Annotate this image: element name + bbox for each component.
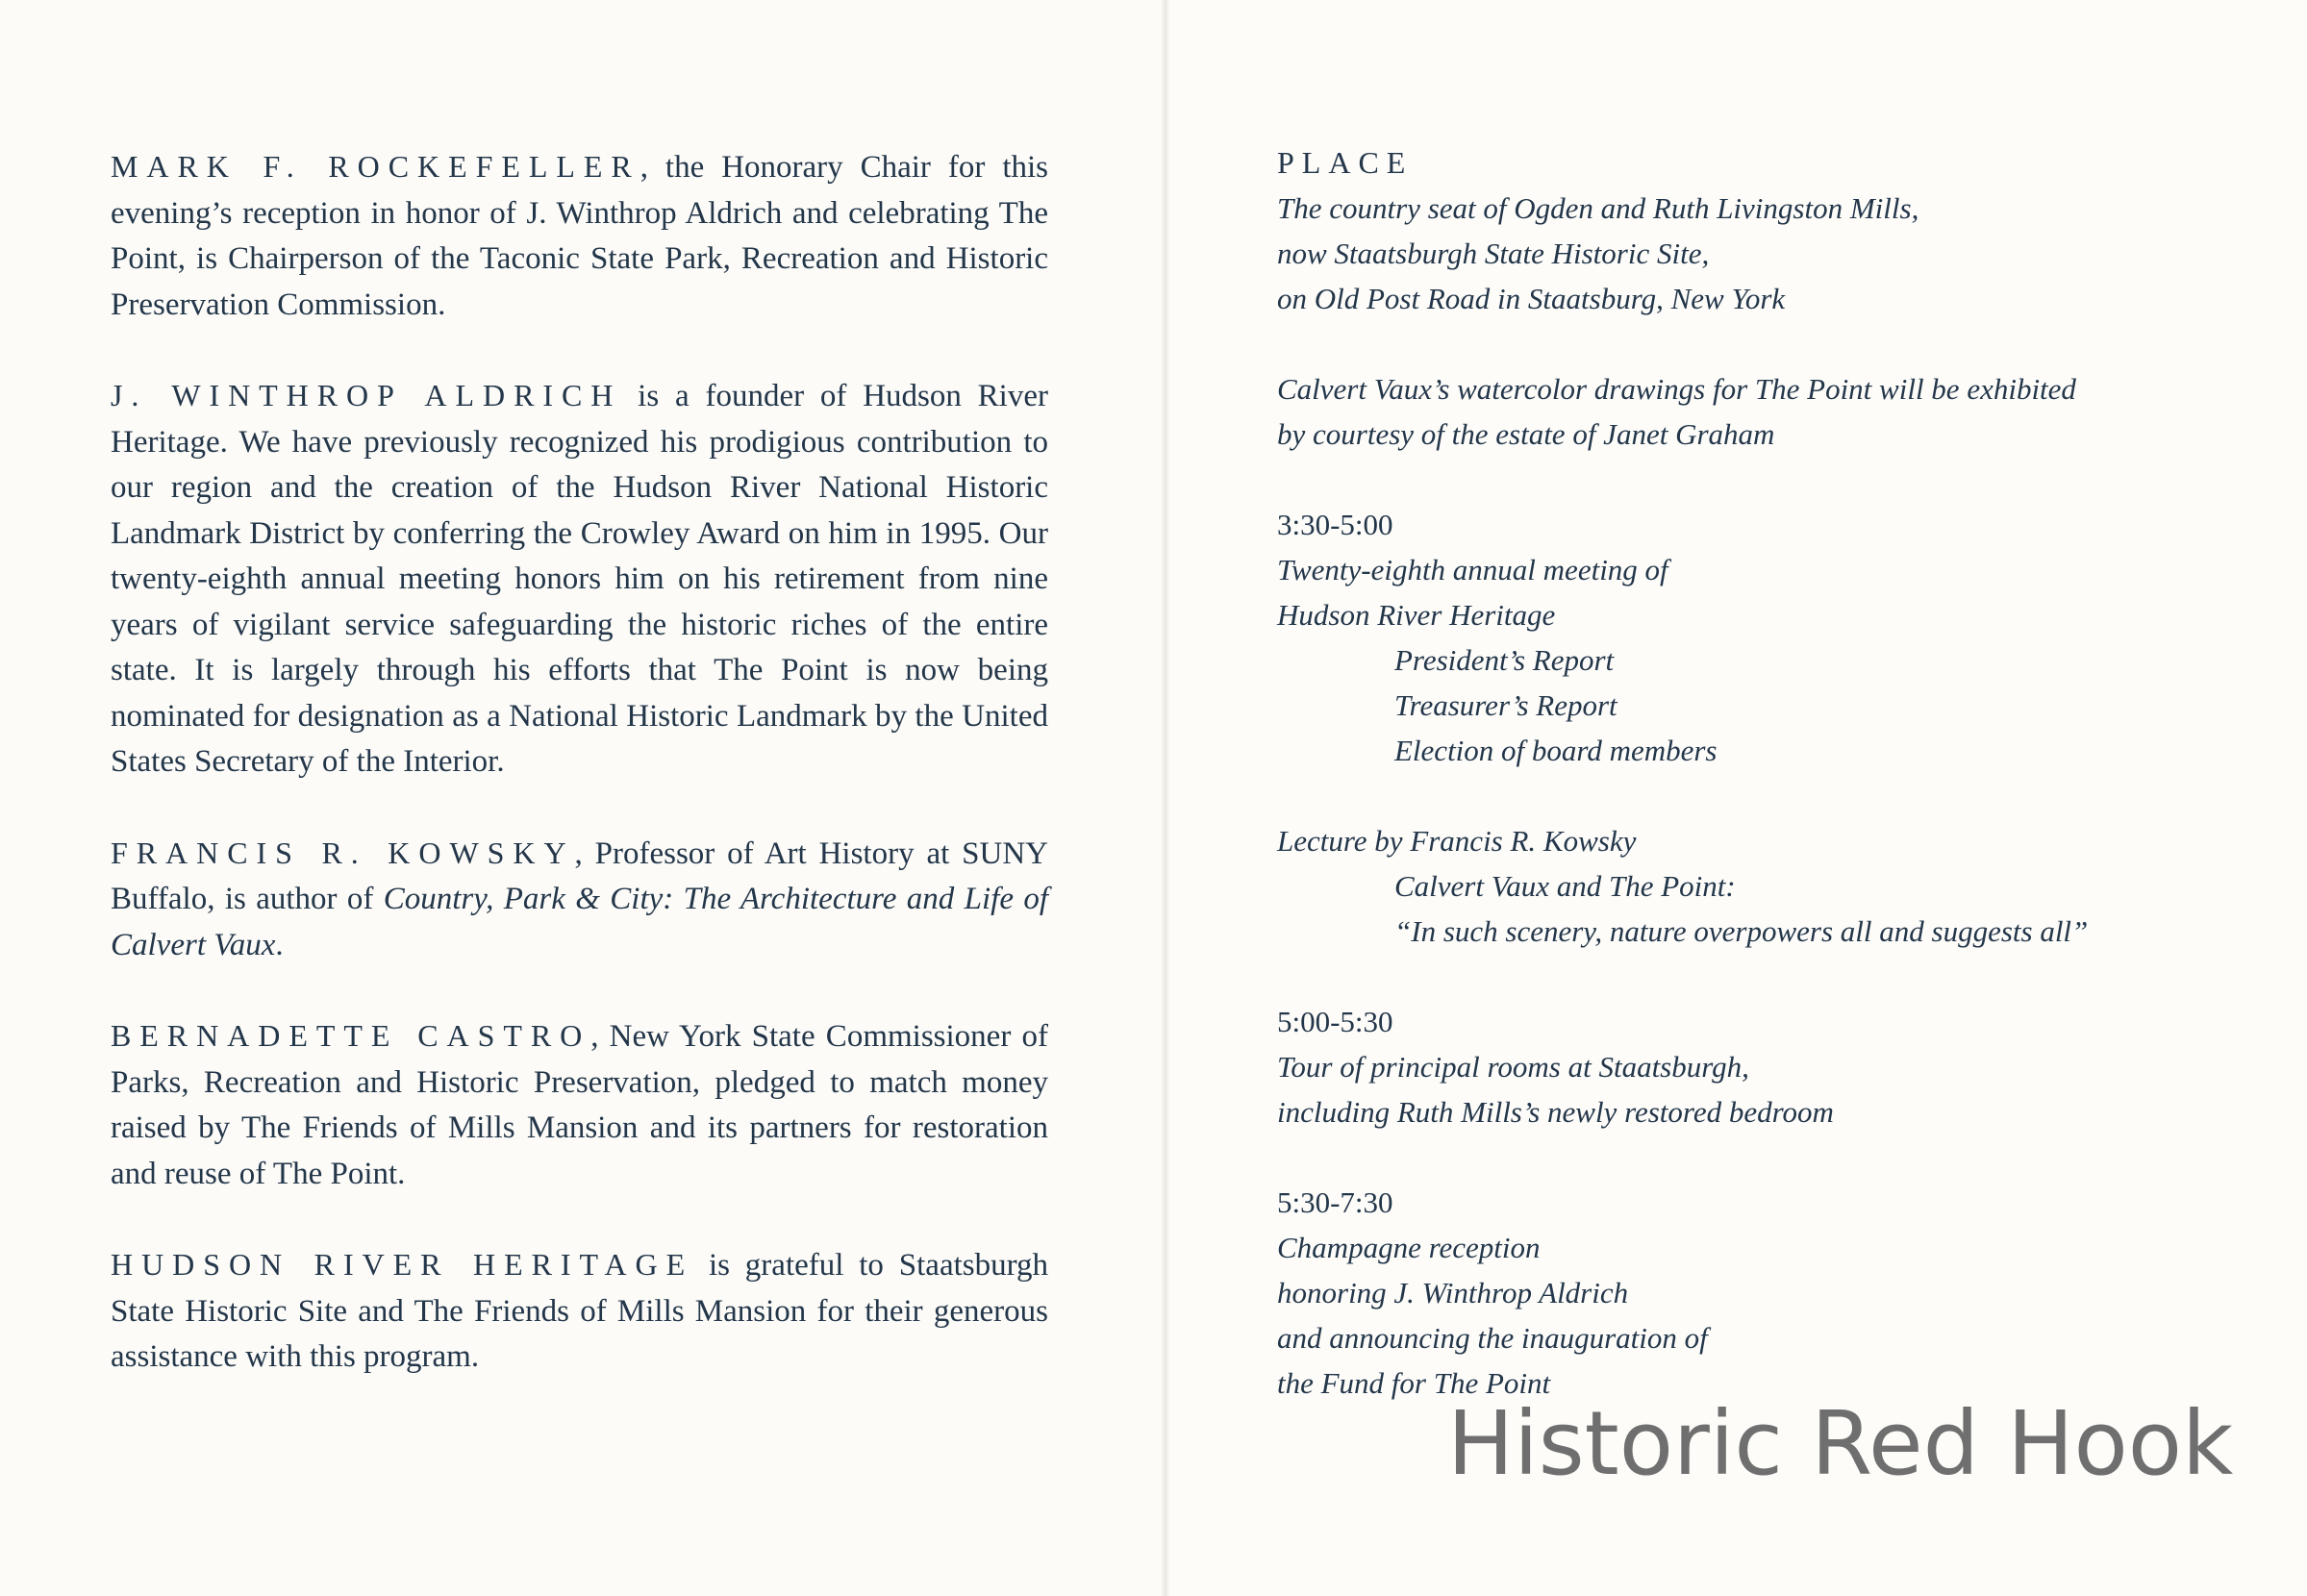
bio-text: , New York State Commissioner of Parks, Recreation and Historic Preservation, pledged to match money raised by The Friends of Mills Mansion and its partners for restoration and reuse of The Point.: [111, 1019, 1048, 1191]
bio-name: BERNADETTE CASTRO: [111, 1018, 591, 1053]
program-column: [1277, 140, 2104, 1406]
schedule-line: the Fund for The Point: [1277, 1366, 1551, 1400]
schedule-time: 5:30-7:30: [1277, 1185, 1393, 1219]
bio-text: , Professor of Art History at SUNY Buffalo, is author of: [111, 835, 1048, 916]
schedule-line: Tour of principal rooms at Staatsburgh,: [1277, 1050, 1749, 1084]
schedule-subitem: President’s Report: [1394, 643, 1615, 677]
bio-text: , the Honorary Chair for this evening’s reception in honor of J. Winthrop Aldrich and celebrating The Point, is Chairperson of the Taconic State Park, Recreation and Historic Preservation Commission.: [111, 150, 1048, 322]
bio-text: is grateful to Staatsburgh State Historic Site and The Friends of Mills Mansion for their generous assistance with this program.: [111, 1248, 1048, 1374]
book-title: Country, Park & City: The Architecture and Life of Calvert Vaux: [111, 882, 1049, 962]
bio-name: HUDSON RIVER HERITAGE: [111, 1247, 694, 1282]
schedule-subitem: Treasurer’s Report: [1394, 688, 1617, 722]
place-line: now Staatsburgh State Historic Site,: [1277, 237, 1710, 270]
bio-aldrich: [111, 373, 1048, 786]
schedule-line: Champagne reception: [1277, 1231, 1541, 1264]
bio-castro: [111, 1013, 1048, 1197]
schedule-line: honoring J. Winthrop Aldrich: [1277, 1276, 1629, 1309]
exhibit-line: by courtesy of the estate of Janet Graham: [1277, 417, 1775, 451]
bio-name: MARK F. ROCKEFELLER: [111, 149, 640, 184]
bio-text: is a founder of Hudson River Heritage. We have previously recognized his prodigious contribution to our region and the creation of the Hudson River National Historic Landmark District by conferring the Crowley Award on him in 1995. Our twenty-eighth annual meeting honors him on his retirement from nine years of vigilant service safeguarding the historic riches of the entire state. It is largely through his efforts that The Point is now being nominated for designation as a National Historic Landmark by the United States Secretary of the Interior.: [111, 379, 1048, 779]
bio-kowsky: [111, 831, 1048, 969]
schedule-subitem: Calvert Vaux and The Point:: [1394, 869, 1736, 903]
schedule-line: Lecture by Francis R. Kowsky: [1277, 824, 1637, 858]
exhibit-line: Calvert Vaux’s watercolor drawings for The Point will be exhibited: [1277, 372, 2076, 406]
bios-column: [111, 144, 1048, 1426]
schedule-line: including Ruth Mills’s newly restored bedroom: [1277, 1095, 1834, 1129]
place-line: on Old Post Road in Staatsburg, New York: [1277, 282, 1786, 315]
schedule-subitem: “In such scenery, nature overpowers all and suggests all”: [1394, 914, 2089, 948]
schedule-line: and announcing the inauguration of: [1277, 1321, 1708, 1355]
schedule-line: Twenty-eighth annual meeting of: [1277, 553, 1668, 586]
schedule-line: Hudson River Heritage: [1277, 598, 1556, 632]
schedule-time: 5:00-5:30: [1277, 1005, 1393, 1038]
place-heading: PLACE: [1277, 145, 1414, 180]
schedule-subitem: Election of board members: [1394, 734, 1718, 767]
bio-name: FRANCIS R. KOWSKY: [111, 835, 575, 870]
bio-name: J. WINTHROP ALDRICH: [111, 378, 622, 412]
watermark: Historic Red Hook: [1447, 1392, 2234, 1495]
place-line: The country seat of Ogden and Ruth Livingston Mills,: [1277, 191, 1919, 225]
bio-hrh: [111, 1242, 1048, 1381]
schedule-time: 3:30-5:00: [1277, 508, 1393, 541]
bio-rockefeller: [111, 144, 1048, 328]
bio-tail: .: [275, 927, 284, 962]
